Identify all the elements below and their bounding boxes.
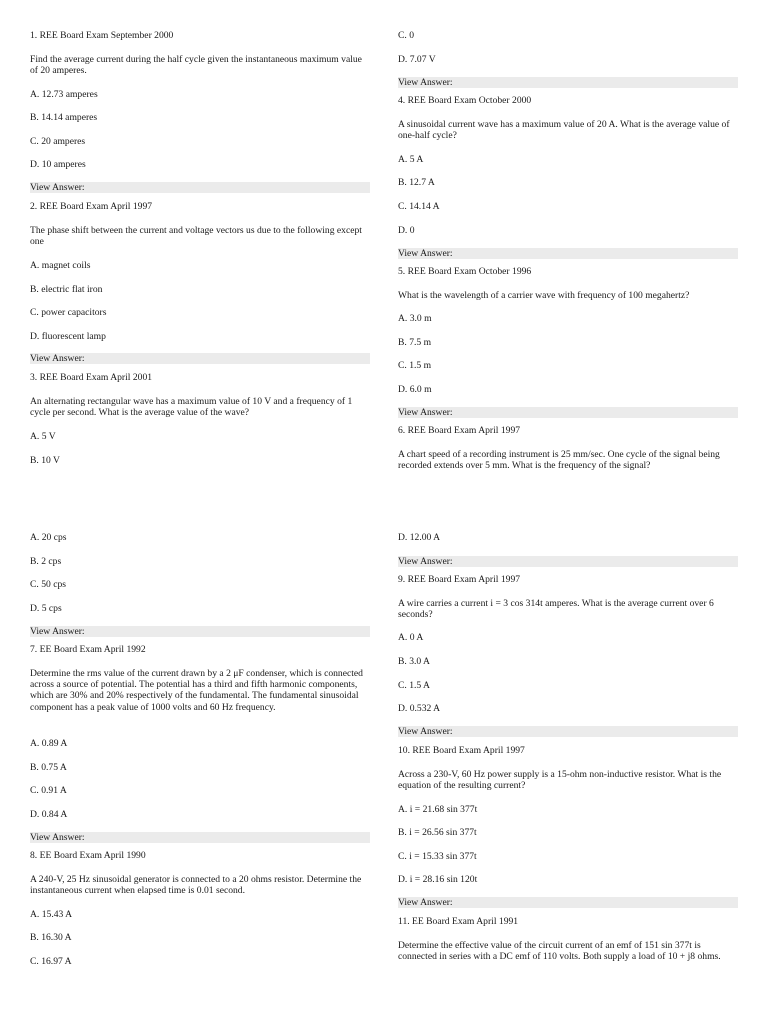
question-heading: 5. REE Board Exam October 1996 bbox=[398, 266, 532, 277]
option: D. 0 bbox=[398, 225, 415, 236]
question-heading: 4. REE Board Exam October 2000 bbox=[398, 95, 532, 106]
question-heading: 6. REE Board Exam April 1997 bbox=[398, 425, 521, 436]
question-heading: 10. REE Board Exam April 1997 bbox=[398, 745, 525, 756]
question-text: Find the average current during the half cycle given the instantaneous maximum value of 20 amperes. bbox=[30, 54, 362, 77]
option: C. 0 bbox=[398, 30, 414, 41]
view-answer-label: View Answer: bbox=[398, 407, 453, 418]
option: D. fluorescent lamp bbox=[30, 331, 106, 342]
view-answer-bar[interactable] bbox=[398, 897, 738, 908]
option: B. 16.30 A bbox=[30, 932, 72, 943]
question-heading: 11. EE Board Exam April 1991 bbox=[398, 916, 519, 927]
option: D. 5 cps bbox=[30, 603, 62, 614]
question-text: Across a 230-V, 60 Hz power supply is a 15-ohm non-inductive resistor. What is the equation of the resulting current? bbox=[398, 769, 722, 792]
option: A. 5 A bbox=[398, 154, 424, 165]
option: D. 12.00 A bbox=[398, 532, 441, 543]
option: D. 0.84 A bbox=[30, 809, 68, 820]
question-text: Determine the effective value of the circuit current of an emf of 151 sin 377t is connected in series with a DC emf of 110 volts. Both supply a load of 10 + j8 ohms. bbox=[398, 940, 721, 963]
question-text: What is the wavelength of a carrier wave with frequency of 100 megahertz? bbox=[398, 290, 690, 301]
option: B. 10 V bbox=[30, 455, 60, 466]
view-answer-bar[interactable] bbox=[398, 77, 738, 88]
view-answer-label: View Answer: bbox=[30, 832, 85, 843]
view-answer-label: View Answer: bbox=[398, 248, 453, 259]
view-answer-label: View Answer: bbox=[398, 726, 453, 737]
option: B. 7.5 m bbox=[398, 337, 432, 348]
view-answer-bar[interactable] bbox=[398, 407, 738, 418]
question-text: A sinusoidal current wave has a maximum value of 20 A. What is the average value of one-half cycle? bbox=[398, 119, 730, 142]
option: B. 14.14 amperes bbox=[30, 112, 98, 123]
view-answer-label: View Answer: bbox=[30, 626, 85, 637]
view-answer-bar[interactable] bbox=[30, 832, 370, 843]
option: C. 50 cps bbox=[30, 579, 66, 590]
view-answer-label: View Answer: bbox=[398, 897, 453, 908]
option: A. 0 A bbox=[398, 632, 424, 643]
option: D. 0.532 A bbox=[398, 703, 441, 714]
question-heading: 8. EE Board Exam April 1990 bbox=[30, 850, 146, 861]
option: D. 10 amperes bbox=[30, 159, 86, 170]
option: B. electric flat iron bbox=[30, 284, 103, 295]
option: C. 0.91 A bbox=[30, 785, 67, 796]
question-text: A 240-V, 25 Hz sinusoidal generator is connected to a 20 ohms resistor. Determine the instantaneous current when elapsed time is 0.01 second. bbox=[30, 874, 362, 897]
question-text: The phase shift between the current and voltage vectors us due to the following except one bbox=[30, 225, 362, 248]
option: D. 7.07 V bbox=[398, 54, 436, 65]
view-answer-label: View Answer: bbox=[398, 556, 453, 567]
view-answer-label: View Answer: bbox=[30, 182, 85, 193]
option: C. 14.14 A bbox=[398, 201, 440, 212]
option: C. power capacitors bbox=[30, 307, 107, 318]
question-text: An alternating rectangular wave has a maximum value of 10 V and a frequency of 1 cycle per second. What is the average value of the wave? bbox=[30, 396, 353, 419]
option: A. 12.73 amperes bbox=[30, 89, 98, 100]
option: A. 5 V bbox=[30, 431, 56, 442]
option: A. magnet coils bbox=[30, 260, 91, 271]
option: B. 3.0 A bbox=[398, 656, 430, 667]
question-heading: 1. REE Board Exam September 2000 bbox=[30, 30, 174, 41]
question-text: A chart speed of a recording instrument is 25 mm/sec. One cycle of the signal being recorded extends over 5 mm. What is the frequency of the signal? bbox=[398, 449, 720, 472]
option: C. 16.97 A bbox=[30, 956, 72, 967]
question-heading: 9. REE Board Exam April 1997 bbox=[398, 574, 521, 585]
option: B. i = 26.56 sin 377t bbox=[398, 827, 477, 838]
option: C. 20 amperes bbox=[30, 136, 86, 147]
option: A. 3.0 m bbox=[398, 313, 432, 324]
view-answer-label: View Answer: bbox=[30, 353, 85, 364]
view-answer-label: View Answer: bbox=[398, 77, 453, 88]
option: A. i = 21.68 sin 377t bbox=[398, 804, 478, 815]
option: B. 0.75 A bbox=[30, 762, 67, 773]
question-text: Determine the rms value of the current drawn by a 2 μF condenser, which is connected across a source of potential. The potential has a third and fifth harmonic components, which are 30% and 20% respectively of the fundamental. The fundamental sinusoidal component has a peak value of 1000 volts and 60 Hz frequency. bbox=[30, 668, 363, 713]
option: A. 20 cps bbox=[30, 532, 67, 543]
option: C. 1.5 A bbox=[398, 680, 430, 691]
option: B. 12.7 A bbox=[398, 177, 435, 188]
option: D. 6.0 m bbox=[398, 384, 432, 395]
question-heading: 3. REE Board Exam April 2001 bbox=[30, 372, 153, 383]
option: B. 2 cps bbox=[30, 556, 62, 567]
option: C. i = 15.33 sin 377t bbox=[398, 851, 477, 862]
view-answer-bar[interactable] bbox=[398, 556, 738, 567]
question-heading: 2. REE Board Exam April 1997 bbox=[30, 201, 153, 212]
view-answer-bar[interactable] bbox=[30, 182, 370, 193]
view-answer-bar[interactable] bbox=[398, 248, 738, 259]
option: D. i = 28.16 sin 120t bbox=[398, 874, 478, 885]
view-answer-bar[interactable] bbox=[30, 626, 370, 637]
question-heading: 7. EE Board Exam April 1992 bbox=[30, 644, 146, 655]
view-answer-bar[interactable] bbox=[398, 726, 738, 737]
view-answer-bar[interactable] bbox=[30, 353, 370, 364]
option: A. 0.89 A bbox=[30, 738, 68, 749]
question-text: A wire carries a current i = 3 cos 314t amperes. What is the average current over 6 seconds? bbox=[398, 598, 714, 621]
option: C. 1.5 m bbox=[398, 360, 432, 371]
option: A. 15.43 A bbox=[30, 909, 73, 920]
